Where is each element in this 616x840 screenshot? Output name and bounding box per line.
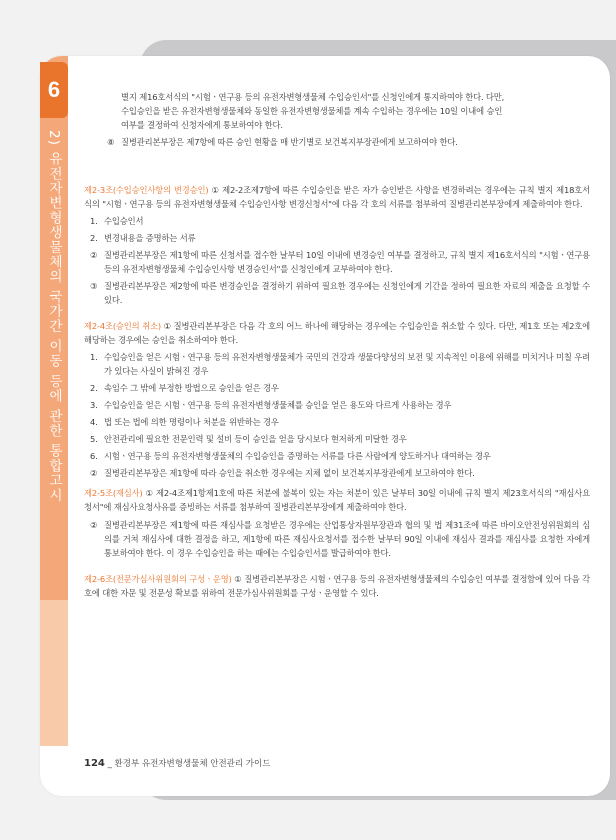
footer-separator: _	[107, 759, 112, 769]
page-number: 124	[84, 758, 105, 769]
article-body: ① 질병관리본부장은 다음 각 호의 어느 하나에 해당하는 경우에는 수입승인을 취소할 수 있다. 다만, 제1호 또는 제2호에 해당하는 경우에는 승인을 취소하여야 한다.	[84, 321, 590, 345]
article-body: ① 질병관리본부장은 시험ㆍ연구용 등의 유전자변형생물체의 수입승인 여부를 결정함에 있어 다음 각 호에 대한 자문 및 전문성 확보를 위하여 전문가심사위원회를 구성ㆍ운영할 수 있다.	[84, 574, 590, 598]
article-body: ① 제2-2조제7항에 따른 수입승인을 받은 자가 승인받은 사항을 변경하려는 경우에는 규칙 별지 제18호서식의 "시험ㆍ연구용 등의 유전자변형생물체 수입승인사항 변경신청서"에 다음 각 호의 서류를 첨부하여 질병관리본부장에게 제출하여야 한다.	[84, 185, 590, 209]
list-item	[90, 449, 590, 463]
article-title: 제2-3조(수입승인사항의 변경승인)	[84, 185, 209, 195]
paragraph-3	[90, 279, 590, 307]
paragraph-2	[90, 466, 590, 480]
article-title: 제2-5조(재심사)	[84, 488, 143, 498]
article-2-5	[84, 486, 590, 560]
article-title: 제2-4조(승인의 취소)	[84, 321, 161, 331]
item-mark: 5.	[90, 434, 98, 444]
item-text: 법 또는 법에 의한 명령이나 처분을 위반하는 경우	[104, 417, 279, 427]
item-text: 시험ㆍ연구용 등의 유전자변형생물체의 수입승인을 증명하는 서류를 다른 사람에게 양도하거나 대여하는 경우	[104, 451, 491, 461]
article-paragraph	[84, 319, 590, 347]
item-mark: ②	[90, 250, 98, 260]
intro-line: 수입승인을 받은 유전자변형생물체와 동일한 유전자변형생물체를 계속 수입하는 경우에는 10일 이내에 승인	[121, 106, 503, 116]
intro-continuation	[84, 90, 590, 132]
list-item	[90, 214, 590, 228]
article-title: 제2-6조(전문가심사위원회의 구성ㆍ운영)	[84, 574, 232, 584]
intro-line: 별지 제16호서식의 "시험ㆍ연구용 등의 유전자변형생물체 수입승인서"를 신청인에게 통지하여야 한다. 다만,	[121, 92, 505, 102]
list-item	[90, 350, 590, 378]
list-item	[90, 398, 590, 412]
article-paragraph	[84, 572, 590, 600]
item-text: 질병관리본부장은 제1항에 따른 재심사를 요청받은 경우에는 산업통상자원부장관과 협의 및 법 제31조에 따른 바이오안전성위원회의 심의를 거쳐 재심사에 대한 결정을 하고, 제1항에 따른 재심사요청서를 접수한 날부터 90일 이내에 재심사 결과를 재심사를 요청한 자에게 통보하여야 한다. 이 경우 수입승인을 하는 때에는 수입승인서를 발급하여야 한다.	[104, 520, 590, 558]
item-mark: 1.	[90, 352, 98, 362]
article-body: ① 제2-4조제1항제1호에 따른 처분에 불복이 있는 자는 처분이 있은 날부터 30일 이내에 규칙 별지 제23호서식의 "재심사요청서"에 재심사요청사유를 증빙하는 서류를 첨부하여 질병관리본부장에게 제출하여야 한다.	[84, 488, 590, 512]
list-item	[90, 432, 590, 446]
item-mark: ②	[90, 520, 98, 530]
chapter-band-lower	[40, 600, 68, 746]
item-text: 변경내용을 증명하는 서류	[104, 233, 196, 243]
item-mark: 3.	[90, 400, 98, 410]
chapter-number: 6	[47, 77, 61, 102]
list-item	[90, 415, 590, 429]
item-mark: 2.	[90, 383, 98, 393]
paragraph-2	[90, 518, 590, 560]
item-text: 수입승인을 얻은 시험ㆍ연구용 등의 유전자변형생물체를 승인을 얻은 용도와 다르게 사용하는 경우	[104, 400, 452, 410]
item-text: 질병관리본부장은 제7항에 따른 승인 현황을 매 반기별로 보건복지부장관에게 보고하여야 한다.	[121, 137, 458, 147]
item-text: 수입승인서	[104, 216, 144, 226]
item-text: 수입승인을 얻은 시험ㆍ연구용 등의 유전자변형생물체가 국민의 건강과 생물다양성의 보전 및 지속적인 이용에 위해를 미치거나 미칠 우려가 있다는 사실이 밝혀진 경우	[104, 352, 590, 376]
intro-item-8	[107, 135, 590, 149]
item-text: 질병관리본부장은 제1항에 따라 승인을 취소한 경우에는 지체 없이 보건복지부장관에게 보고하여야 한다.	[104, 468, 475, 478]
item-mark: ②	[90, 468, 98, 478]
document-body	[84, 90, 590, 600]
chapter-side-title: 2) 유전자변형생물체의 국가간 이동 등에 관한 통합고시	[46, 130, 62, 503]
item-text: 속임수 그 밖에 부정한 방법으로 승인을 얻은 경우	[104, 383, 279, 393]
list-item	[90, 381, 590, 395]
article-2-3	[84, 183, 590, 307]
item-text: 질병관리본부장은 제2항에 따른 변경승인을 결정하기 위하여 필요한 경우에는 신청인에게 기간을 정하여 필요한 자료의 제출을 요청할 수 있다.	[104, 281, 590, 305]
item-mark: 1.	[90, 216, 98, 226]
item-mark: 6.	[90, 451, 98, 461]
book-title: 환경부 유전자변형생물체 안전관리 가이드	[114, 759, 271, 769]
article-2-6	[84, 572, 590, 600]
item-text: 질병관리본부장은 제1항에 따른 신청서를 접수한 날부터 10일 이내에 변경승인 여부를 결정하고, 규칙 별지 제16호서식의 "시험ㆍ연구용 등의 유전자변형생물체 수입승인사항 변경승인서"를 신청인에게 교부하여야 한다.	[104, 250, 590, 274]
intro-line: 여부를 결정하여 신청자에게 통보하여야 한다.	[121, 120, 283, 130]
article-paragraph	[84, 486, 590, 514]
article-2-4	[84, 319, 590, 480]
item-mark: 2.	[90, 233, 98, 243]
page-footer	[84, 757, 270, 769]
chapter-badge	[40, 62, 68, 118]
article-paragraph	[84, 183, 590, 211]
item-mark: ⑧	[107, 137, 115, 147]
list-item	[90, 231, 590, 245]
item-mark: ③	[90, 281, 98, 291]
paragraph-2	[90, 248, 590, 276]
item-mark: 4.	[90, 417, 98, 427]
item-text: 안전관리에 필요한 전문인력 및 설비 등이 승인을 얻을 당시보다 현저하게 미달한 경우	[104, 434, 407, 444]
